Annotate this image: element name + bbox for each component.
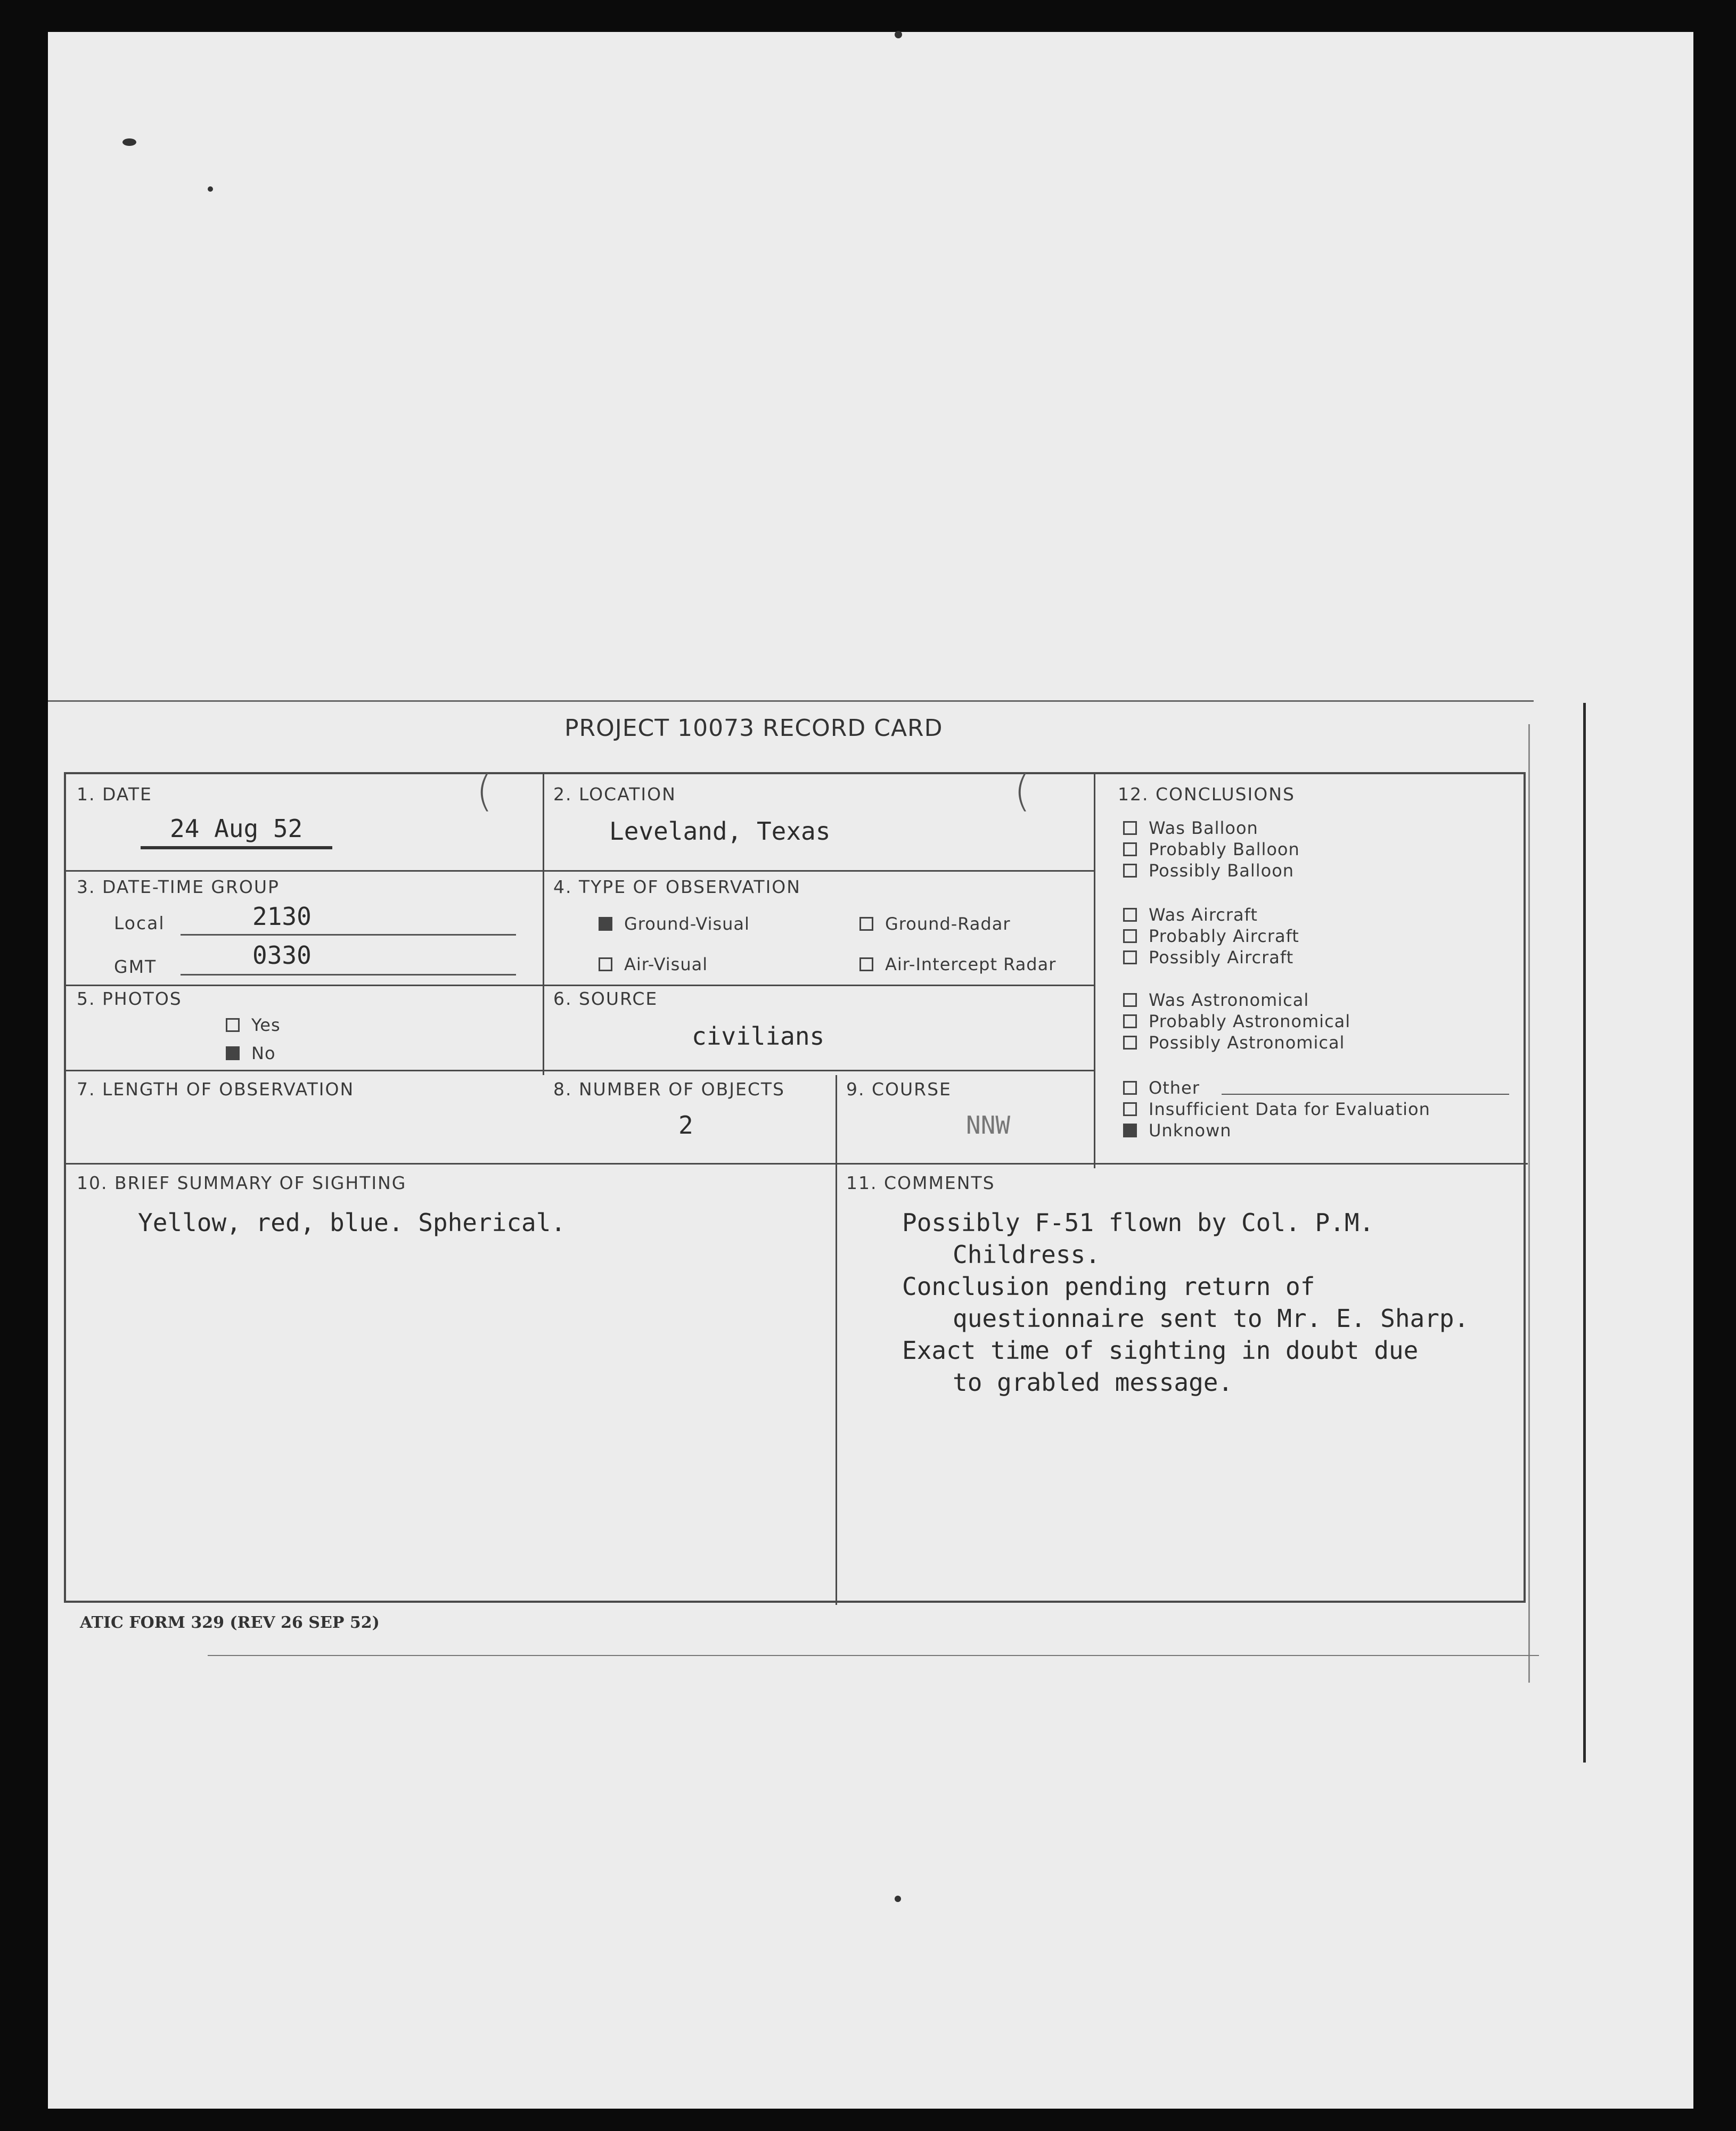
scan-edge-line	[1583, 703, 1586, 1763]
checkbox-icon	[1123, 864, 1137, 878]
observation-ground-visual	[599, 914, 750, 934]
checkbox-icon	[1123, 1081, 1137, 1095]
option-label: Probably Astronomical	[1149, 1011, 1351, 1031]
conclusion-probably-aircraft	[1123, 926, 1299, 946]
checkbox-icon	[1123, 929, 1137, 943]
source-value: civilians	[692, 1022, 825, 1051]
grid-divider	[66, 1070, 1094, 1071]
comments-line: questionnaire sent to Mr. E. Sharp.	[953, 1304, 1469, 1333]
conclusion-possibly-balloon	[1123, 860, 1294, 881]
local-time-label: Local	[114, 913, 165, 933]
photos-label: 5. PHOTOS	[77, 988, 182, 1009]
conclusion-unknown	[1123, 1120, 1232, 1141]
conclusion-was-aircraft	[1123, 905, 1258, 925]
grid-divider	[836, 1075, 837, 1605]
checkbox-icon	[1123, 993, 1137, 1007]
scan-edge-line	[208, 1655, 1539, 1656]
observation-air-visual	[599, 954, 708, 974]
checkbox-icon	[1123, 1102, 1137, 1116]
number-of-objects-label: 8. NUMBER OF OBJECTS	[553, 1079, 785, 1100]
comments-line: Childress.	[953, 1240, 1100, 1269]
date-underline	[141, 846, 332, 849]
grid-divider	[66, 1163, 1528, 1165]
grid-divider	[1094, 774, 1095, 1168]
option-label: Possibly Aircraft	[1149, 947, 1294, 968]
checkbox-icon	[599, 917, 612, 931]
checkbox-icon	[859, 917, 873, 931]
conclusion-insufficient-data	[1123, 1099, 1430, 1119]
dust-speck	[895, 1896, 901, 1902]
checkbox-icon	[226, 1046, 240, 1060]
comments-line: Conclusion pending return of	[902, 1272, 1315, 1301]
comments-line: Possibly F-51 flown by Col. P.M.	[902, 1208, 1374, 1237]
checkbox-icon	[1123, 842, 1137, 856]
gmt-time-underline	[181, 974, 516, 976]
source-label: 6. SOURCE	[553, 988, 658, 1009]
brief-summary-label: 10. BRIEF SUMMARY OF SIGHTING	[77, 1173, 407, 1193]
gmt-time-label: GMT	[114, 956, 157, 977]
course-label: 9. COURSE	[846, 1079, 952, 1100]
record-card-grid	[64, 766, 1526, 1603]
conclusion-possibly-astronomical	[1123, 1032, 1345, 1053]
checkbox-icon	[1123, 950, 1137, 964]
course-value: NNW	[966, 1111, 1011, 1140]
grid-divider	[66, 985, 1094, 986]
checkbox-icon	[1123, 1014, 1137, 1028]
checkbox-icon	[1123, 908, 1137, 922]
form-number: ATIC FORM 329 (REV 26 SEP 52)	[80, 1613, 380, 1632]
checkbox-icon	[599, 957, 612, 971]
card-title: PROJECT 10073 RECORD CARD	[564, 715, 943, 742]
margin-paren: (	[476, 766, 493, 816]
comments-label: 11. COMMENTS	[846, 1173, 995, 1193]
option-label: Yes	[251, 1015, 281, 1035]
observation-air-intercept-radar	[859, 954, 1056, 974]
conclusion-probably-astronomical	[1123, 1011, 1350, 1031]
option-label: Other	[1149, 1078, 1200, 1098]
comments-line: Exact time of sighting in doubt due	[902, 1336, 1419, 1365]
location-label: 2. LOCATION	[553, 784, 676, 805]
margin-paren: (	[1014, 766, 1031, 816]
option-label: Was Aircraft	[1149, 905, 1258, 925]
conclusion-was-astronomical	[1123, 990, 1309, 1010]
option-label: Ground-Radar	[885, 914, 1011, 934]
option-label: Air-Intercept Radar	[885, 954, 1057, 974]
conclusions-label: 12. CONCLUSIONS	[1118, 784, 1295, 805]
grid-divider	[543, 774, 544, 1075]
dust-speck	[208, 186, 213, 192]
date-time-group-label: 3. DATE-TIME GROUP	[77, 876, 280, 897]
conclusion-possibly-aircraft	[1123, 947, 1293, 968]
option-label: Probably Balloon	[1149, 839, 1300, 859]
length-of-observation-label: 7. LENGTH OF OBSERVATION	[77, 1079, 355, 1100]
dust-speck	[895, 31, 902, 38]
conclusion-probably-balloon	[1123, 839, 1300, 859]
other-underline	[1222, 1094, 1509, 1095]
option-label: Insufficient Data for Evaluation	[1149, 1099, 1430, 1119]
gmt-time-value: 0330	[252, 941, 312, 970]
checkbox-icon	[1123, 1036, 1137, 1050]
option-label: No	[251, 1043, 276, 1063]
comments-line: to grabled message.	[953, 1368, 1233, 1397]
date-value: 24 Aug 52	[170, 814, 303, 843]
location-value: Leveland, Texas	[609, 817, 831, 846]
date-label: 1. DATE	[77, 784, 152, 805]
checkbox-icon	[859, 957, 873, 971]
brief-summary-value: Yellow, red, blue. Spherical.	[138, 1208, 566, 1237]
option-label: Was Balloon	[1149, 818, 1258, 838]
scan-edge-line	[48, 700, 1534, 702]
checkbox-icon	[226, 1018, 240, 1032]
photos-yes	[226, 1015, 281, 1035]
option-label: Possibly Astronomical	[1149, 1032, 1345, 1053]
checkbox-icon	[1123, 1124, 1137, 1137]
number-of-objects-value: 2	[678, 1111, 693, 1140]
local-time-value: 2130	[252, 902, 312, 931]
option-label: Possibly Balloon	[1149, 860, 1295, 881]
type-of-observation-label: 4. TYPE OF OBSERVATION	[553, 876, 801, 897]
photos-no	[226, 1043, 276, 1063]
option-label: Air-Visual	[624, 954, 708, 974]
option-label: Was Astronomical	[1149, 990, 1309, 1010]
grid-divider	[66, 870, 1094, 872]
local-time-underline	[181, 934, 516, 936]
dust-speck	[122, 138, 136, 146]
conclusion-other	[1123, 1078, 1200, 1098]
option-label: Unknown	[1149, 1120, 1232, 1141]
checkbox-icon	[1123, 821, 1137, 835]
scan-edge-line	[1528, 724, 1530, 1683]
conclusion-was-balloon	[1123, 818, 1258, 838]
option-label: Probably Aircraft	[1149, 926, 1299, 946]
option-label: Ground-Visual	[624, 914, 750, 934]
observation-ground-radar	[859, 914, 1010, 934]
